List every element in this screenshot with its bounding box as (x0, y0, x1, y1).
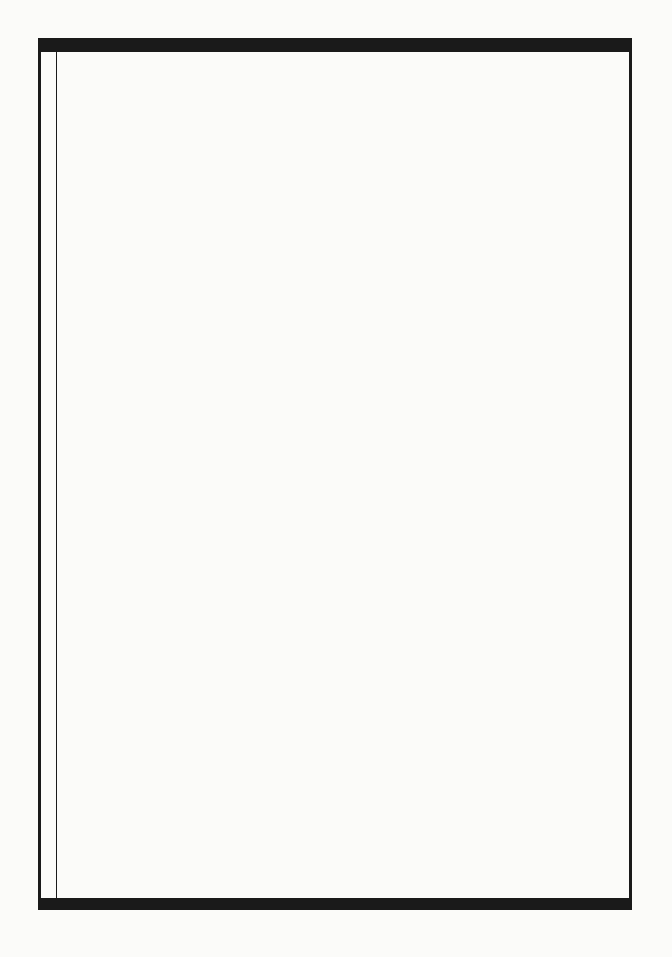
left-border (38, 38, 41, 910)
inner-left-rule (56, 52, 57, 898)
bottom-border (38, 898, 632, 910)
right-border (629, 38, 632, 910)
top-border (38, 38, 632, 52)
